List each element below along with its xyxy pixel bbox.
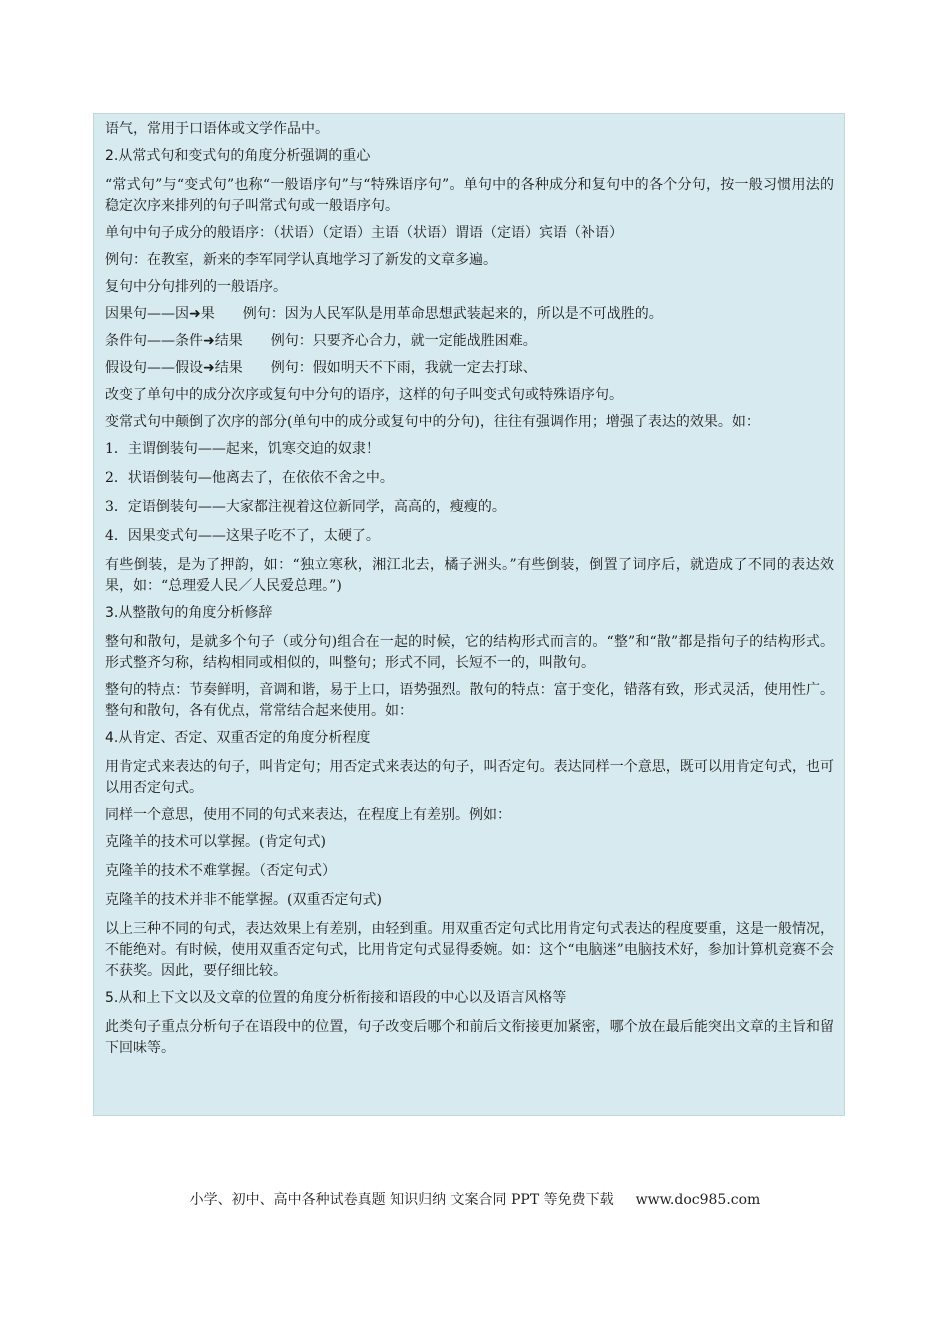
paragraph: 同样一个意思，使用不同的句式来表达，在程度上有差别。例如：: [105, 807, 511, 823]
paragraph: 假设句——假设➜结果 例句：假如明天不下雨，我就一定去打球、: [105, 360, 537, 376]
example-item: 3．定语倒装句——大家都注视着这位新同学，高高的，瘦瘦的。: [105, 499, 506, 515]
example-item: 2．状语倒装句—他离去了，在依依不舍之中。: [105, 470, 394, 486]
section-heading-3: 3.从整散句的角度分析修辞: [105, 605, 273, 621]
paragraph: 有些倒装，是为了押韵，如：“独立寒秋，湘江北去，橘子洲头。”有些倒装，倒置了词序后，就造成了不同的表达效果，如：“总理爱人民／人民爱总理。”): [105, 557, 834, 594]
paragraph: 复句中分句排列的一般语序。: [105, 279, 287, 295]
example-item: 克隆羊的技术不难掌握。（否定句式）: [105, 863, 336, 879]
example-item: 1．主谓倒装句——起来，饥寒交迫的奴隶！: [105, 441, 380, 457]
footer-url[interactable]: www.doc985.com: [635, 1192, 761, 1208]
paragraph: “常式句”与“变式句”也称“一般语序句”与“特殊语序句”。单句中的各种成分和复句中的各个分句，按一般习惯用法的稳定次序来排列的句子叫常式句或一般语序句。: [105, 177, 834, 214]
paragraph: 此类句子重点分析句子在语段中的位置，句子改变后哪个和前后文衔接更加紧密，哪个放在最后能突出文章的主旨和留下回味等。: [105, 1019, 834, 1056]
paragraph: 变常式句中颠倒了次序的部分(单句中的成分或复句中的分句)，往往有强调作用；增强了表达的效果。如：: [105, 414, 760, 430]
paragraph: 用肯定式来表达的句子，叫肯定句；用否定式来表达的句子，叫否定句。表达同样一个意思，既可以用肯定句式，也可以用否定句式。: [105, 759, 834, 796]
paragraph: 整句和散句，是就多个句子（或分句)组合在一起的时候，它的结构形式而言的。“整”和“散”都是指句子的结构形式。形式整齐匀称，结构相同或相似的，叫整句；形式不同，长短不一的，叫散句。: [105, 634, 834, 671]
paragraph: 条件句——条件➜结果 例句：只要齐心合力，就一定能战胜困难。: [105, 333, 537, 349]
paragraph: 语气，常用于口语体或文学作品中。: [105, 121, 329, 137]
paragraph: 改变了单句中的成分次序或复句中分句的语序，这样的句子叫变式句或特殊语序句。: [105, 387, 623, 403]
example-item: 克隆羊的技术并非不能掌握。(双重否定句式): [105, 892, 382, 908]
paragraph: 例句：在教室，新来的李军同学认真地学习了新发的文章多遍。: [105, 252, 497, 268]
paragraph: 因果句——因➜果 例句：因为人民军队是用革命思想武装起来的，所以是不可战胜的。: [105, 306, 663, 322]
page-footer: [0, 1190, 950, 1210]
content-box: [93, 113, 845, 1116]
paragraph: 以上三种不同的句式，表达效果上有差别，由轻到重。用双重否定句式比用肯定句式表达的程度要重，这是一般情况，不能绝对。有时候，使用双重否定句式，比用肯定句式显得委婉。如：这个“电脑迷”电脑技术好，参加计算机竞赛不会不获奖。因此，要仔细比较。: [105, 921, 834, 979]
section-heading-4: 4.从肯定、否定、双重否定的角度分析程度: [105, 730, 371, 746]
section-heading-2: 2.从常式句和变式句的角度分析强调的重心: [105, 148, 371, 164]
example-item: 4．因果变式句——这果子吃不了，太硬了。: [105, 528, 380, 544]
section-heading-5: 5.从和上下文以及文章的位置的角度分析衔接和语段的中心以及语言风格等: [105, 990, 567, 1006]
footer-text: 小学、初中、高中各种试卷真题 知识归纳 文案合同 PPT 等免费下载: [189, 1192, 614, 1208]
example-item: 克隆羊的技术可以掌握。(肯定句式): [105, 834, 326, 850]
paragraph: 单句中句子成分的般语序：（状语）（定语）主语（状语）谓语（定语）宾语（补语）: [105, 225, 623, 241]
paragraph: 整句的特点：节奏鲜明，音调和谐，易于上口，语势强烈。散句的特点：富于变化，错落有致，形式灵活，使用性广。整句和散句，各有优点，常常结合起来使用。如：: [105, 682, 834, 719]
